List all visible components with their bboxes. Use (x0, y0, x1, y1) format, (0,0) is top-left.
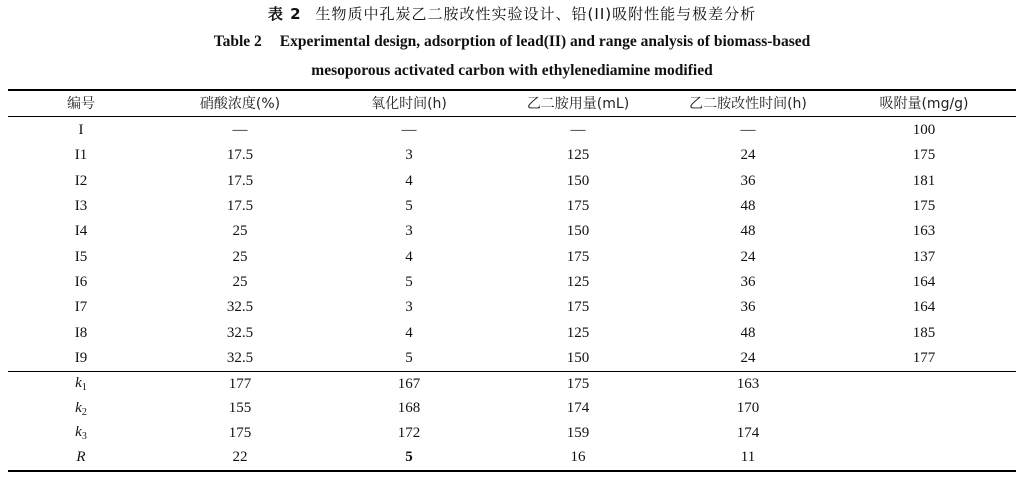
analysis-empty-cell (832, 446, 1016, 471)
table-cell: I5 (74, 248, 88, 265)
table-cell: I8 (74, 324, 88, 341)
table-cell: 25 (232, 223, 248, 240)
table-cell: 137 (912, 248, 936, 265)
analysis-cell: 167 (397, 375, 421, 392)
table-title-english-line2 (0, 62, 1024, 80)
analysis-empty-cell (832, 397, 1016, 422)
table-cell: 36 (740, 299, 756, 316)
table-cell: 17.5 (226, 198, 254, 215)
analysis-symbol: R (76, 449, 86, 466)
table-header (8, 90, 1016, 116)
table-row (8, 219, 1016, 244)
table-caption-chinese: 生物质中孔炭乙二胺改性实验设计、铅(II)吸附性能与极差分析 (315, 5, 757, 23)
analysis-empty-cell (832, 372, 1016, 397)
table-cell: 24 (740, 147, 756, 164)
analysis-cell: 16 (570, 449, 586, 466)
table-cell: 175 (566, 248, 590, 265)
table-cell: — (570, 122, 586, 139)
analysis-cell: 175 (566, 375, 590, 392)
table-row (8, 346, 1016, 371)
table-cell: 4 (405, 172, 413, 189)
analysis-row (8, 372, 1016, 397)
header-cell-id: 编号 (67, 96, 95, 112)
table-cell: 5 (405, 198, 413, 215)
table-cell: 125 (566, 324, 590, 341)
table-row (8, 194, 1016, 219)
table-cell: 175 (566, 198, 590, 215)
range-analysis (8, 372, 1016, 470)
analysis-cell: 172 (397, 424, 421, 441)
table-cell: 32.5 (226, 349, 254, 366)
table-row (8, 320, 1016, 345)
table-cell: — (740, 122, 756, 139)
analysis-cell: 159 (566, 424, 590, 441)
table-title-english-line1 (0, 33, 1024, 51)
header-cell-nitric-acid: 硝酸浓度(%) (199, 96, 281, 112)
table-cell: 25 (232, 273, 248, 290)
table-row (8, 118, 1016, 143)
table-cell: I3 (74, 198, 88, 215)
analysis-cell: 22 (232, 449, 248, 466)
analysis-subscript: 2 (81, 406, 87, 418)
analysis-cell: 155 (228, 400, 252, 417)
analysis-cell: 174 (736, 424, 760, 441)
table-cell: 163 (912, 223, 936, 240)
table-cell: 24 (740, 349, 756, 366)
analysis-symbol: k (75, 424, 82, 441)
table-cell: 164 (912, 273, 936, 290)
table-cell: 150 (566, 349, 590, 366)
analysis-symbol: k (75, 399, 82, 416)
table-cell: 17.5 (226, 147, 254, 164)
table-caption-english-2: mesoporous activated carbon with ethylenediamine modified (311, 62, 713, 79)
table-cell: 3 (405, 299, 413, 316)
table-cell: 175 (912, 147, 936, 164)
analysis-cell: 163 (736, 375, 760, 392)
analysis-cell: 5 (405, 449, 413, 466)
analysis-empty-cell (832, 421, 1016, 446)
table-cell: 150 (566, 172, 590, 189)
table-cell: 3 (405, 223, 413, 240)
analysis-label (8, 372, 154, 397)
header-cell-oxidation-time: 氧化时间(h) (371, 96, 447, 112)
table-cell: 177 (912, 349, 936, 366)
table-cell: 150 (566, 223, 590, 240)
table-row (8, 295, 1016, 320)
table-row (8, 169, 1016, 194)
header-row (8, 90, 1016, 116)
analysis-symbol: k (75, 375, 82, 392)
table-label-english: Table 2 (213, 33, 262, 50)
analysis-label (8, 421, 154, 446)
table-cell: I2 (74, 172, 88, 189)
table-cell: 3 (405, 147, 413, 164)
table-cell: 175 (566, 299, 590, 316)
table-cell: 32.5 (226, 324, 254, 341)
analysis-cell: 177 (228, 375, 252, 392)
table-caption-english-1: Experimental design, adsorption of lead(II) and range analysis of biomass-based (279, 33, 811, 50)
table-cell: 32.5 (226, 299, 254, 316)
table-cell: 4 (405, 324, 413, 341)
table-cell: I4 (74, 223, 88, 240)
table-cell: — (232, 122, 248, 139)
table-cell: 48 (740, 223, 756, 240)
bottom-rule (8, 470, 1016, 472)
analysis-cell: 11 (740, 449, 756, 466)
table-cell: I9 (74, 349, 88, 366)
table-cell: I1 (74, 147, 88, 164)
table-cell: 48 (740, 198, 756, 215)
table-cell: 5 (405, 349, 413, 366)
table-cell: 36 (740, 273, 756, 290)
table-row (8, 270, 1016, 295)
analysis-row (8, 446, 1016, 471)
table-cell: 24 (740, 248, 756, 265)
header-cell-eda-volume: 乙二胺用量(mL) (526, 96, 630, 112)
table-cell: 181 (912, 172, 936, 189)
analysis-cell: 170 (736, 400, 760, 417)
table-cell: 36 (740, 172, 756, 189)
table-cell: I6 (74, 273, 88, 290)
analysis-label (8, 446, 154, 471)
table-cell: 125 (566, 273, 590, 290)
table-cell: 25 (232, 248, 248, 265)
table-body (8, 118, 1016, 371)
table-label-chinese: 表 2 (267, 5, 302, 23)
analysis-cell: 174 (566, 400, 590, 417)
table-cell: 17.5 (226, 172, 254, 189)
table-cell: I7 (74, 299, 88, 316)
analysis-label (8, 397, 154, 422)
table-cell: 125 (566, 147, 590, 164)
analysis-subscript: 3 (81, 431, 87, 443)
table-cell: 164 (912, 299, 936, 316)
table-row (8, 244, 1016, 269)
analysis-cell: 168 (397, 400, 421, 417)
header-cell-adsorption: 吸附量(mg/g) (879, 96, 969, 112)
header-rule (8, 116, 1016, 117)
table-cell: 4 (405, 248, 413, 265)
table-cell: 185 (912, 324, 936, 341)
table-cell: 5 (405, 273, 413, 290)
table-cell: — (401, 122, 417, 139)
analysis-cell: 175 (228, 424, 252, 441)
analysis-row (8, 421, 1016, 446)
analysis-subscript: 1 (81, 382, 87, 394)
table-cell: I (78, 122, 84, 139)
table-row (8, 143, 1016, 168)
table-cell: 100 (912, 122, 936, 139)
analysis-row (8, 397, 1016, 422)
table-cell: 48 (740, 324, 756, 341)
table-title-chinese (0, 3, 1024, 24)
header-cell-eda-time: 乙二胺改性时间(h) (689, 96, 807, 112)
table-cell: 175 (912, 198, 936, 215)
